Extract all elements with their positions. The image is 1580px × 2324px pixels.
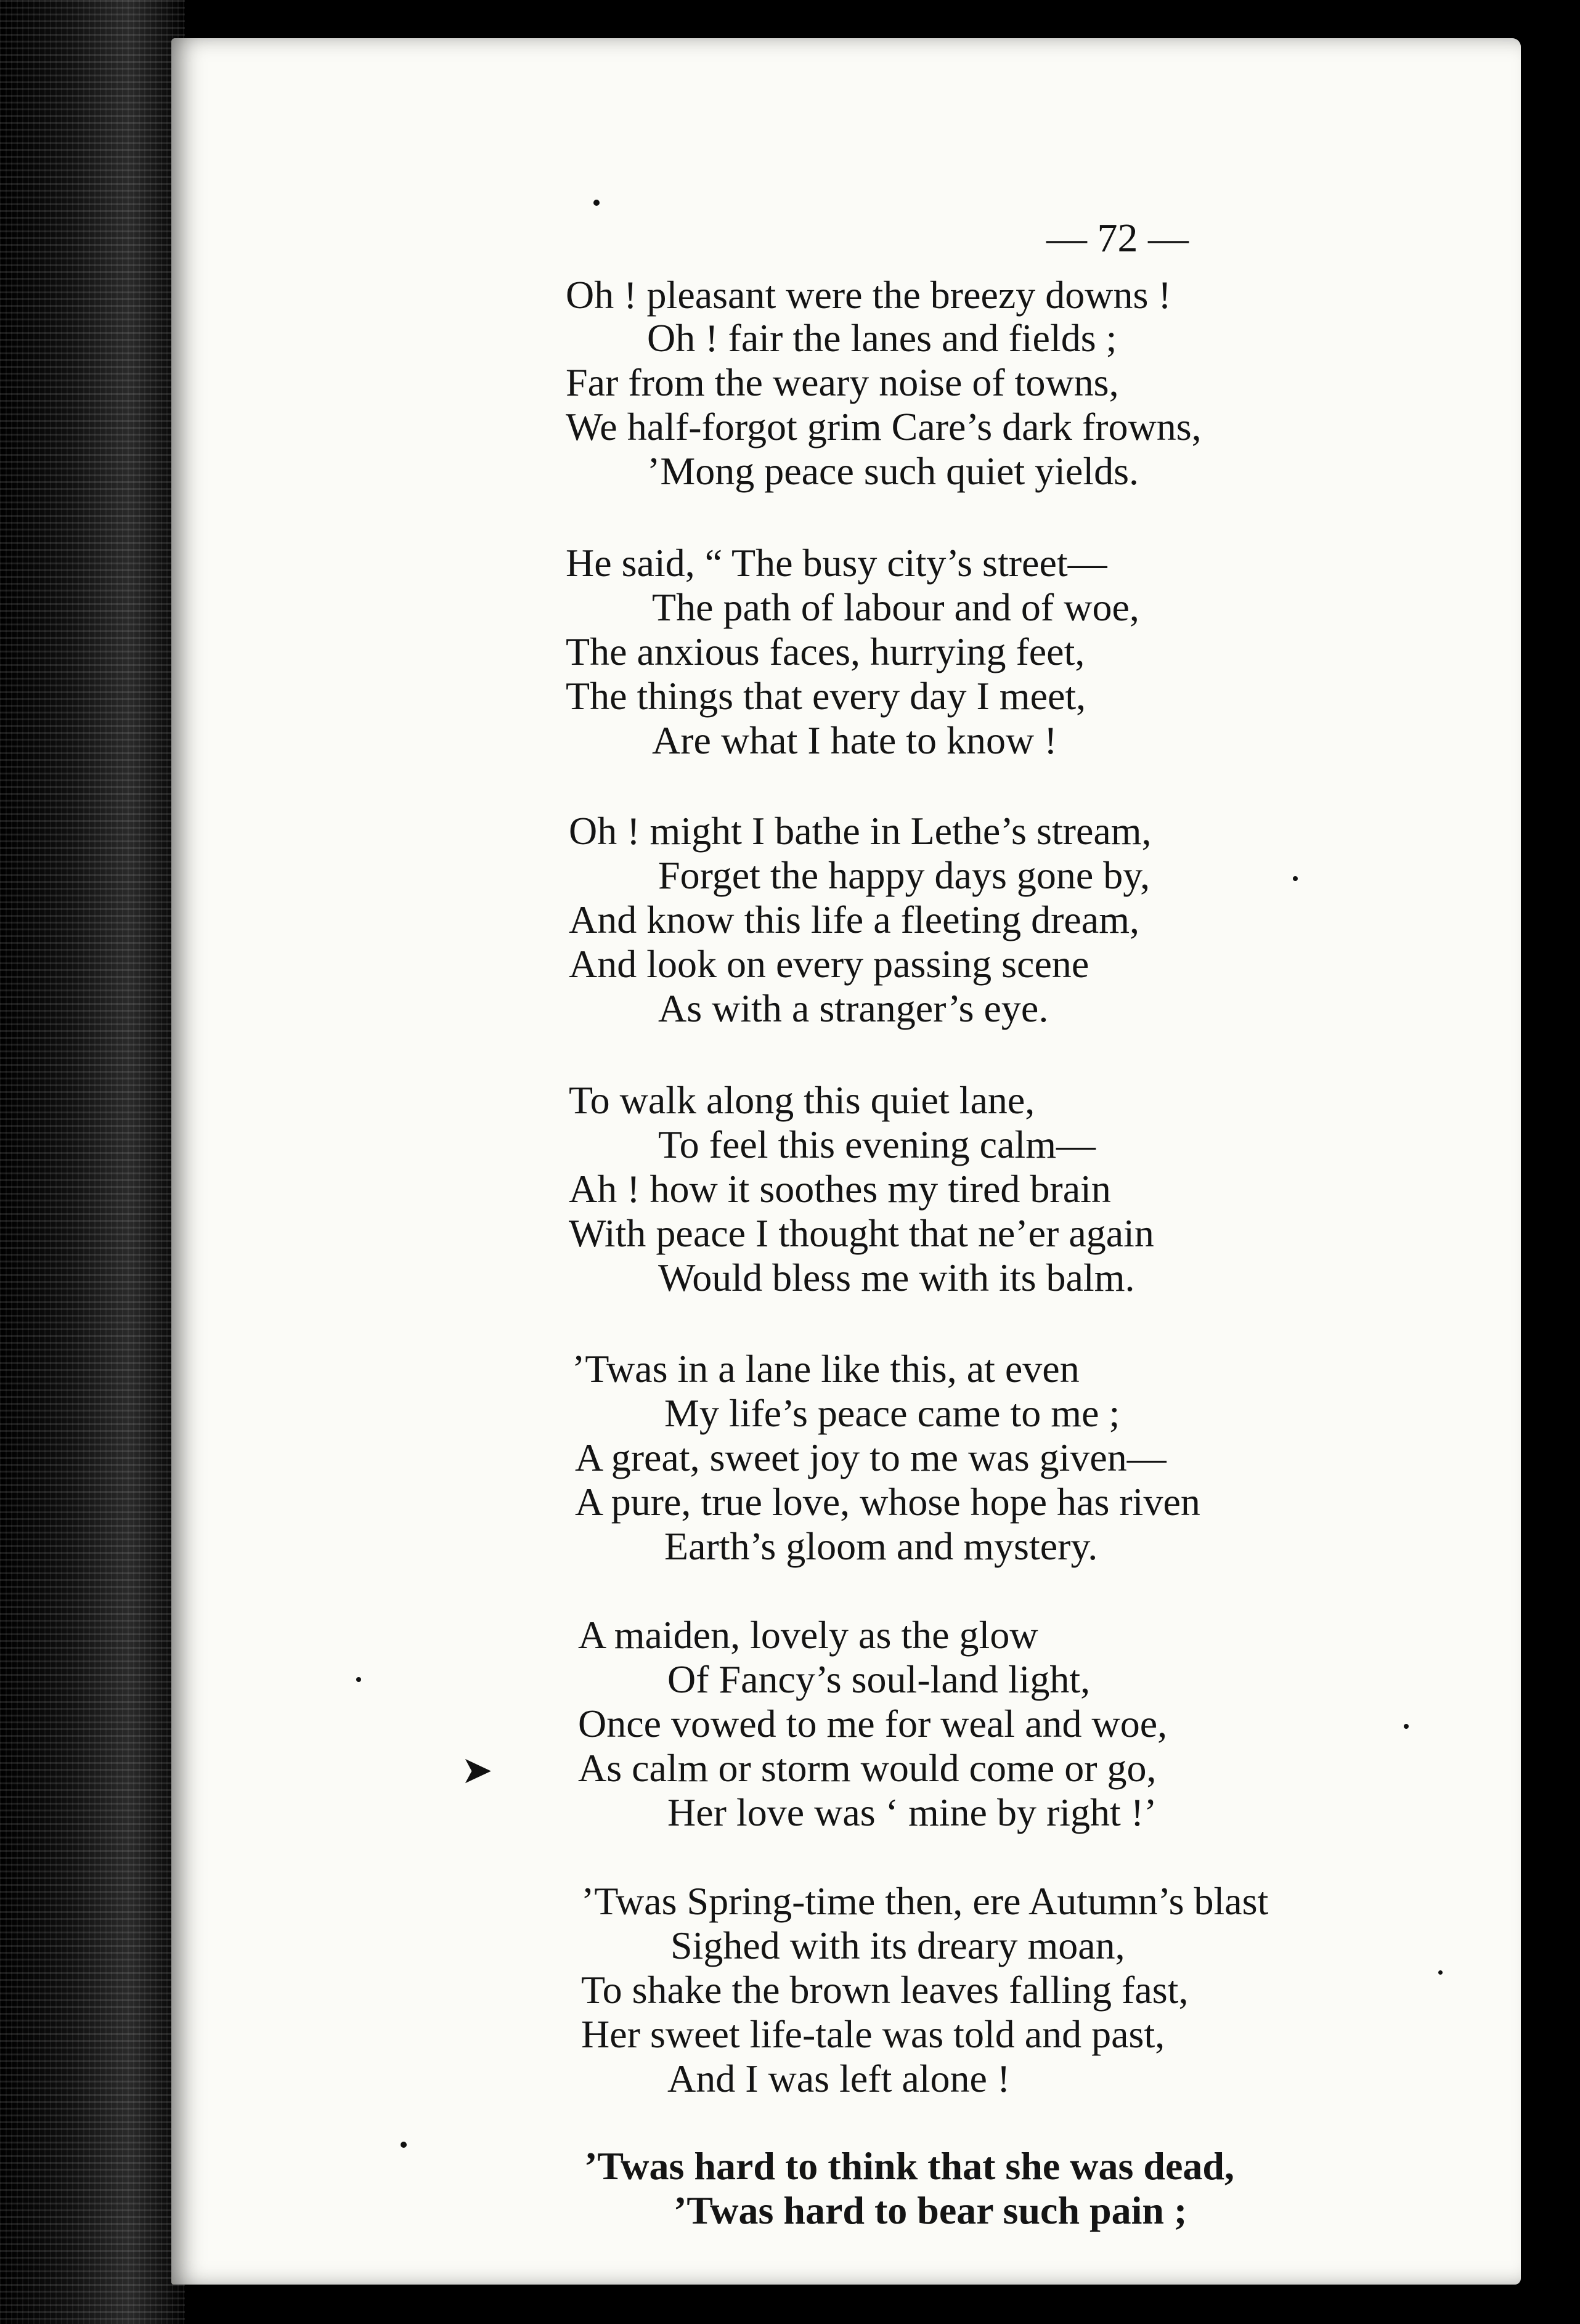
stanza-line: Would bless me with its balm. [658,1256,1135,1299]
pointer-mark-icon: ➤ [461,1747,493,1792]
book-spine-edge [0,0,185,2324]
stanza-line: Oh ! might I bathe in Lethe’s stream, [569,809,1152,853]
stanza-line: ’Twas hard to think that she was dead, [584,2144,1234,2188]
stanza-line: We half-forgot grim Care’s dark frowns, [566,405,1202,449]
stanza-line: My life’s peace came to me ; [664,1391,1120,1435]
stanza-line: The path of labour and of woe, [652,585,1139,629]
stanza-line: Far from the weary noise of towns, [566,360,1119,404]
stanza-line: Oh ! fair the lanes and fields ; [647,316,1117,360]
stanza-line: And I was left alone ! [667,2057,1011,2100]
stanza-line: Oh ! pleasant were the breezy downs ! [566,273,1171,317]
stanza-line: ’Mong peace such quiet yields. [647,449,1139,493]
stanza-line: Once vowed to me for weal and woe, [578,1702,1168,1745]
stanza-line: A maiden, lovely as the glow [578,1613,1038,1657]
stanza-line: Of Fancy’s soul-land light, [667,1657,1091,1701]
stanza-line: Sighed with its dreary moan, [670,1924,1125,1967]
scan-speck [401,2142,407,2148]
stanza-line: Ah ! how it soothes my tired brain [569,1167,1111,1211]
page-number: — 72 — [1046,216,1189,261]
stanza-line: Forget the happy days gone by, [658,853,1150,897]
stanza-line: ’Twas in a lane like this, at even [572,1347,1080,1391]
stanza-line: Are what I hate to know ! [652,718,1057,762]
stanza-line: Earth’s gloom and mystery. [664,1524,1098,1568]
stanza-line: Her love was ‘ mine by right !’ [667,1790,1157,1834]
scan-speck [1438,1970,1443,1975]
stanza-line: The anxious faces, hurrying feet, [566,630,1085,673]
stanza-line: ’Twas Spring-time then, ere Autumn’s blast [581,1879,1269,1923]
stanza-line: He said, “ The busy city’s street— [566,541,1107,585]
stanza-line: ’Twas hard to bear such pain ; [674,2188,1187,2232]
scan-speck [1293,876,1298,881]
scan-speck [593,200,600,206]
stanza-line: To walk along this quiet lane, [569,1078,1035,1122]
scan-speck [1404,1724,1409,1729]
stanza-line: As with a stranger’s eye. [658,986,1049,1030]
book-page [171,38,1521,2285]
stanza-line: And know this life a fleeting dream, [569,898,1139,941]
stanza-line: Her sweet life-tale was told and past, [581,2012,1165,2056]
stanza-line: And look on every passing scene [569,942,1089,986]
stanza-line: As calm or storm would come or go, [578,1746,1157,1790]
stanza-line: A great, sweet joy to me was given— [575,1436,1167,1479]
stanza-line: A pure, true love, whose hope has riven [575,1480,1200,1524]
stanza-line: With peace I thought that ne’er again [569,1211,1154,1255]
stanza-line: The things that every day I meet, [566,674,1086,718]
scan-speck [356,1677,361,1682]
stanza-line: To feel this evening calm— [658,1123,1096,1166]
stanza-line: To shake the brown leaves falling fast, [581,1968,1189,2012]
